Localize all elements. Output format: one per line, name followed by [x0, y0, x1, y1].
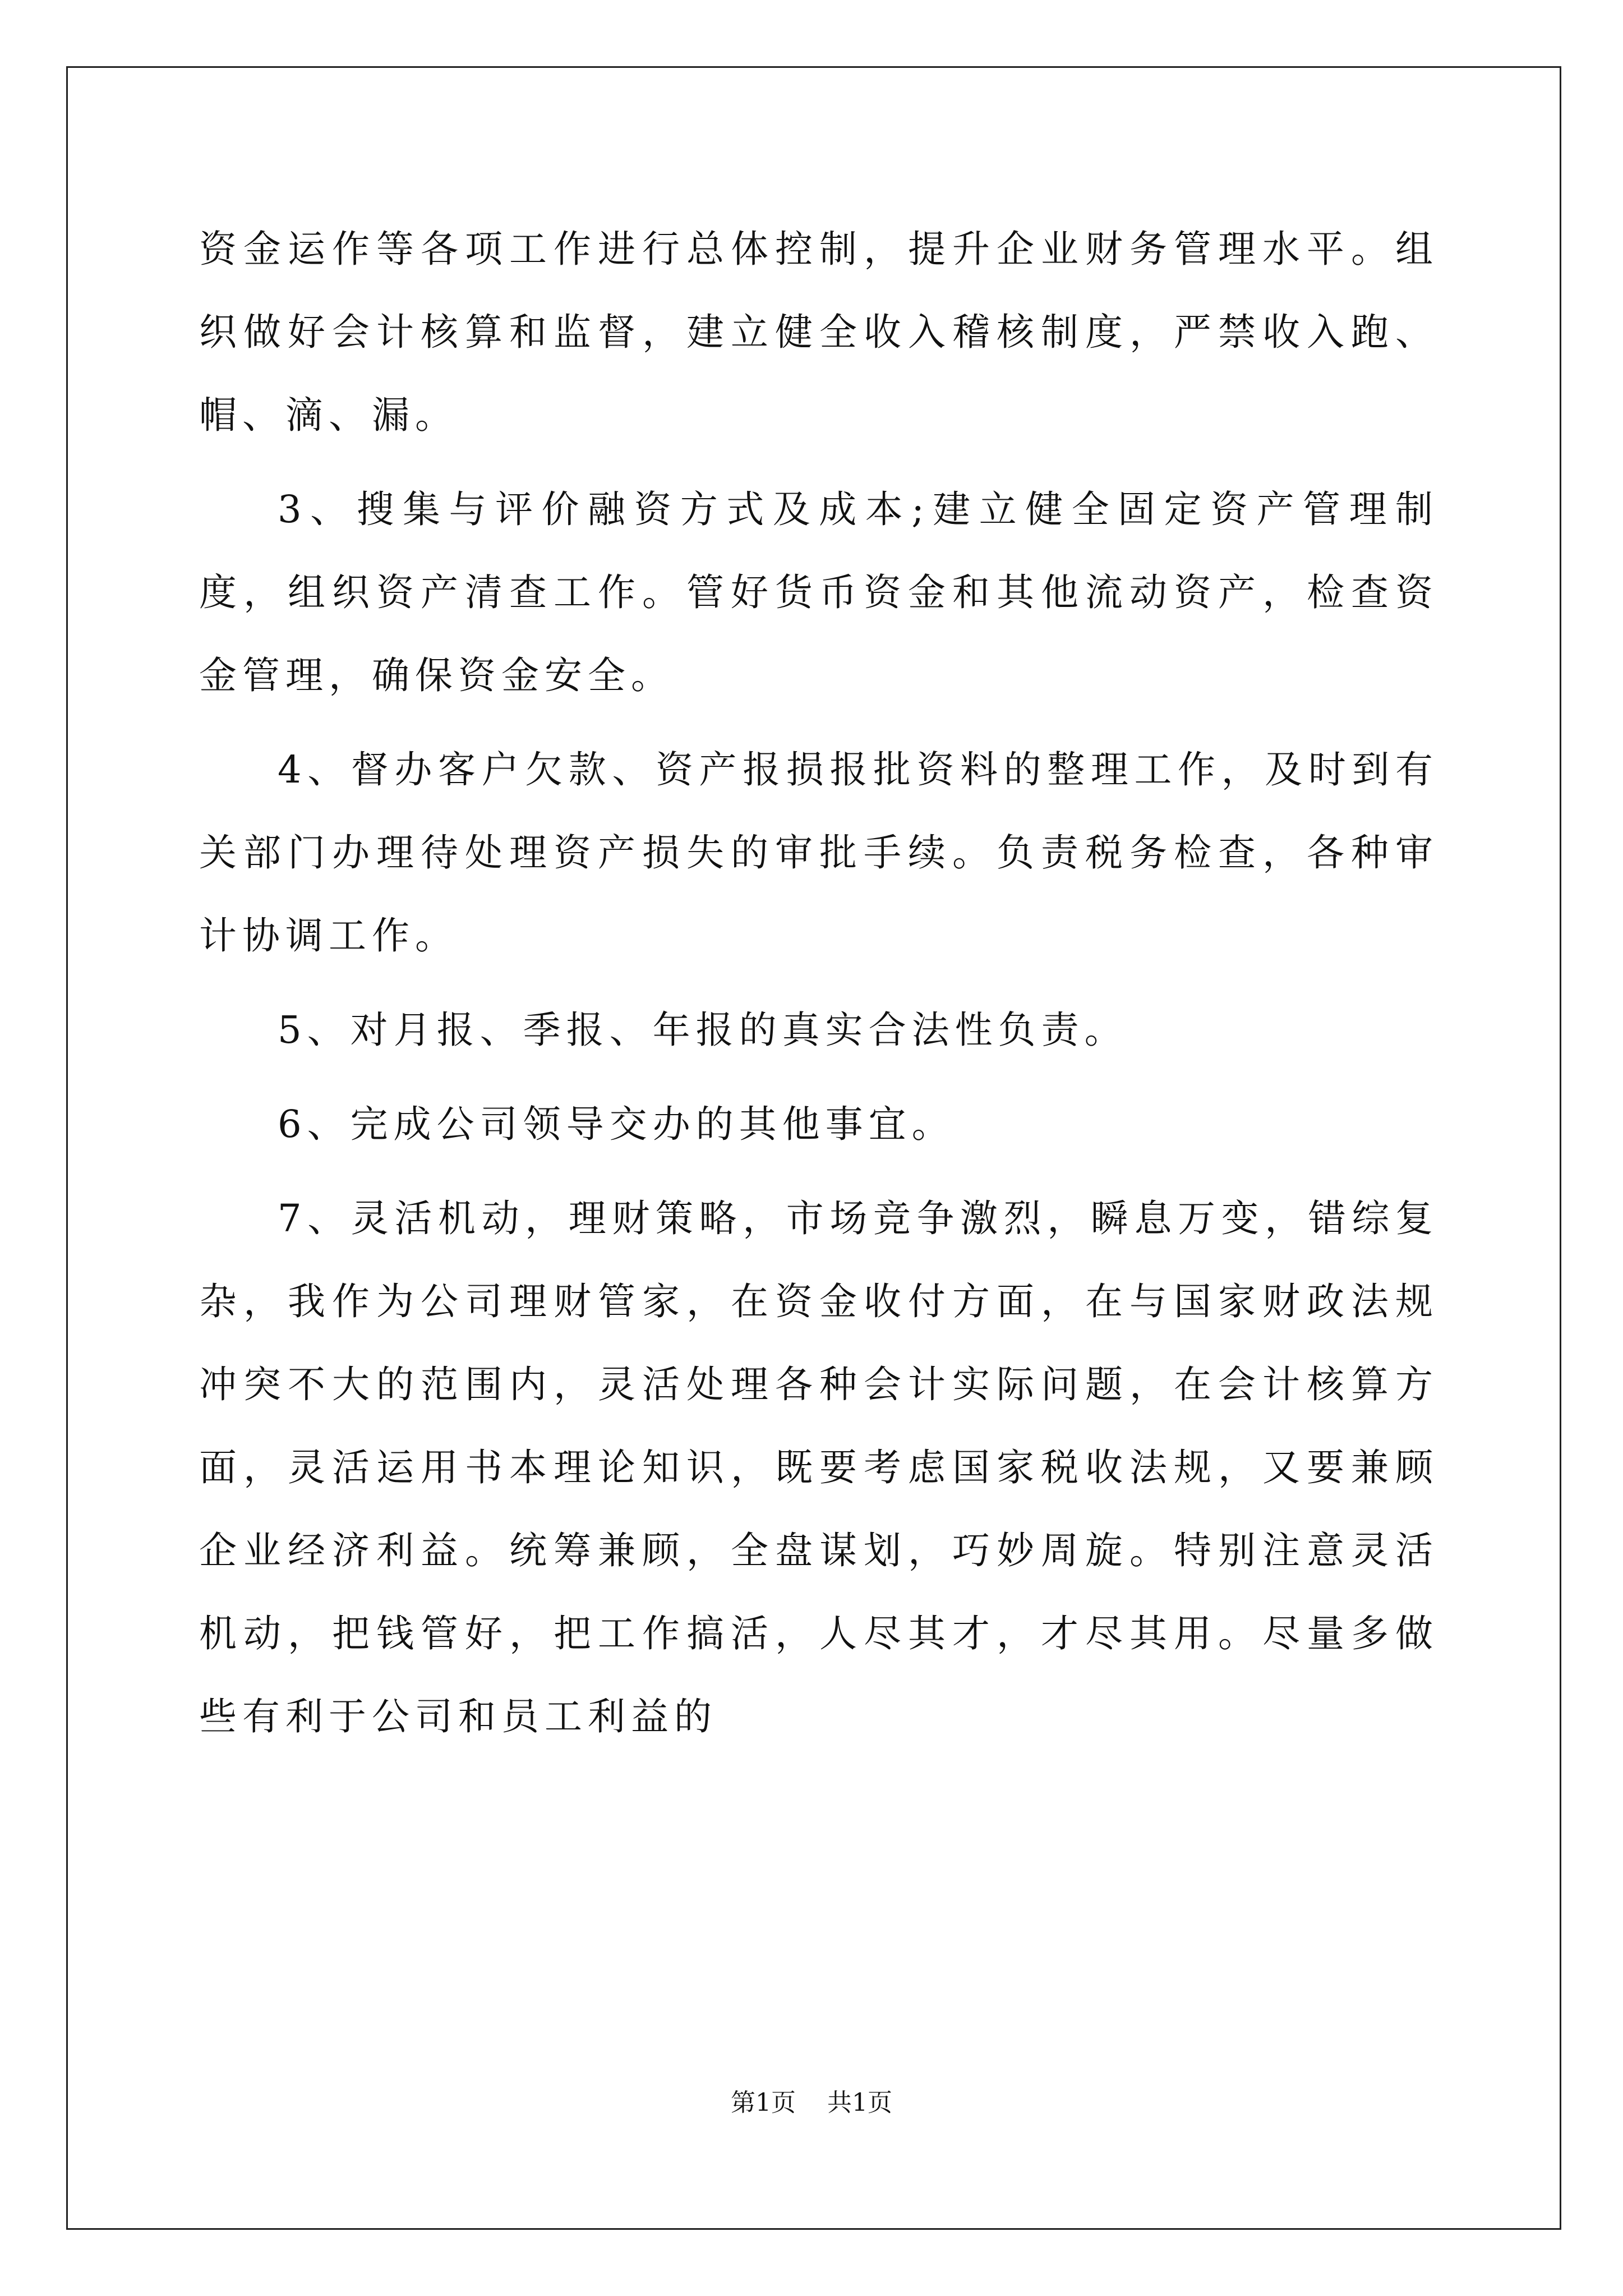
paragraph-2: 3、搜集与评价融资方式及成本;建立健全固定资产管理制度，组织资产清查工作。管好货币资金和其他流动资产，检查资金管理，确保资金安全。: [199, 487, 1438, 697]
paragraph-5: 6、完成公司领导交办的其他事宜。: [278, 1102, 955, 1146]
paragraph-3: 4、督办客户欠款、资产报损报批资料的整理工作，及时到有关部门办理待处理资产损失的审批手续。负责税务检查，各种审计协调工作。: [199, 748, 1438, 958]
paragraph-6: 7、灵活机动，理财策略，市场竞争激烈，瞬息万变，错综复杂，我作为公司理财管家，在资金收付方面，在与国家财政法规冲突不大的范围内，灵活处理各种会计实际问题，在会计核算方面，灵活运用书本理论知识，既要考虑国家税收法规，又要兼顾企业经济利益。统筹兼顾，全盘谋划，巧妙周旋。特别注意灵活机动，把钱管好，把工作搞活，人尽其才，才尽其用。尽量多做些有利于公司和员工利益的: [199, 1197, 1438, 1738]
page-number: 第1页: [731, 2088, 796, 2117]
paragraph-4: 5、对月报、季报、年报的真实合法性负责。: [278, 1008, 1128, 1052]
page-total: 共1页: [827, 2088, 892, 2117]
paragraph-1: 资金运作等各项工作进行总体控制，提升企业财务管理水平。组织做好会计核算和监督，建立健全收入稽核制度，严禁收入跑、帽、滴、漏。: [199, 227, 1438, 437]
document-body: [199, 208, 1438, 1769]
page-footer: [0, 2082, 1623, 2118]
